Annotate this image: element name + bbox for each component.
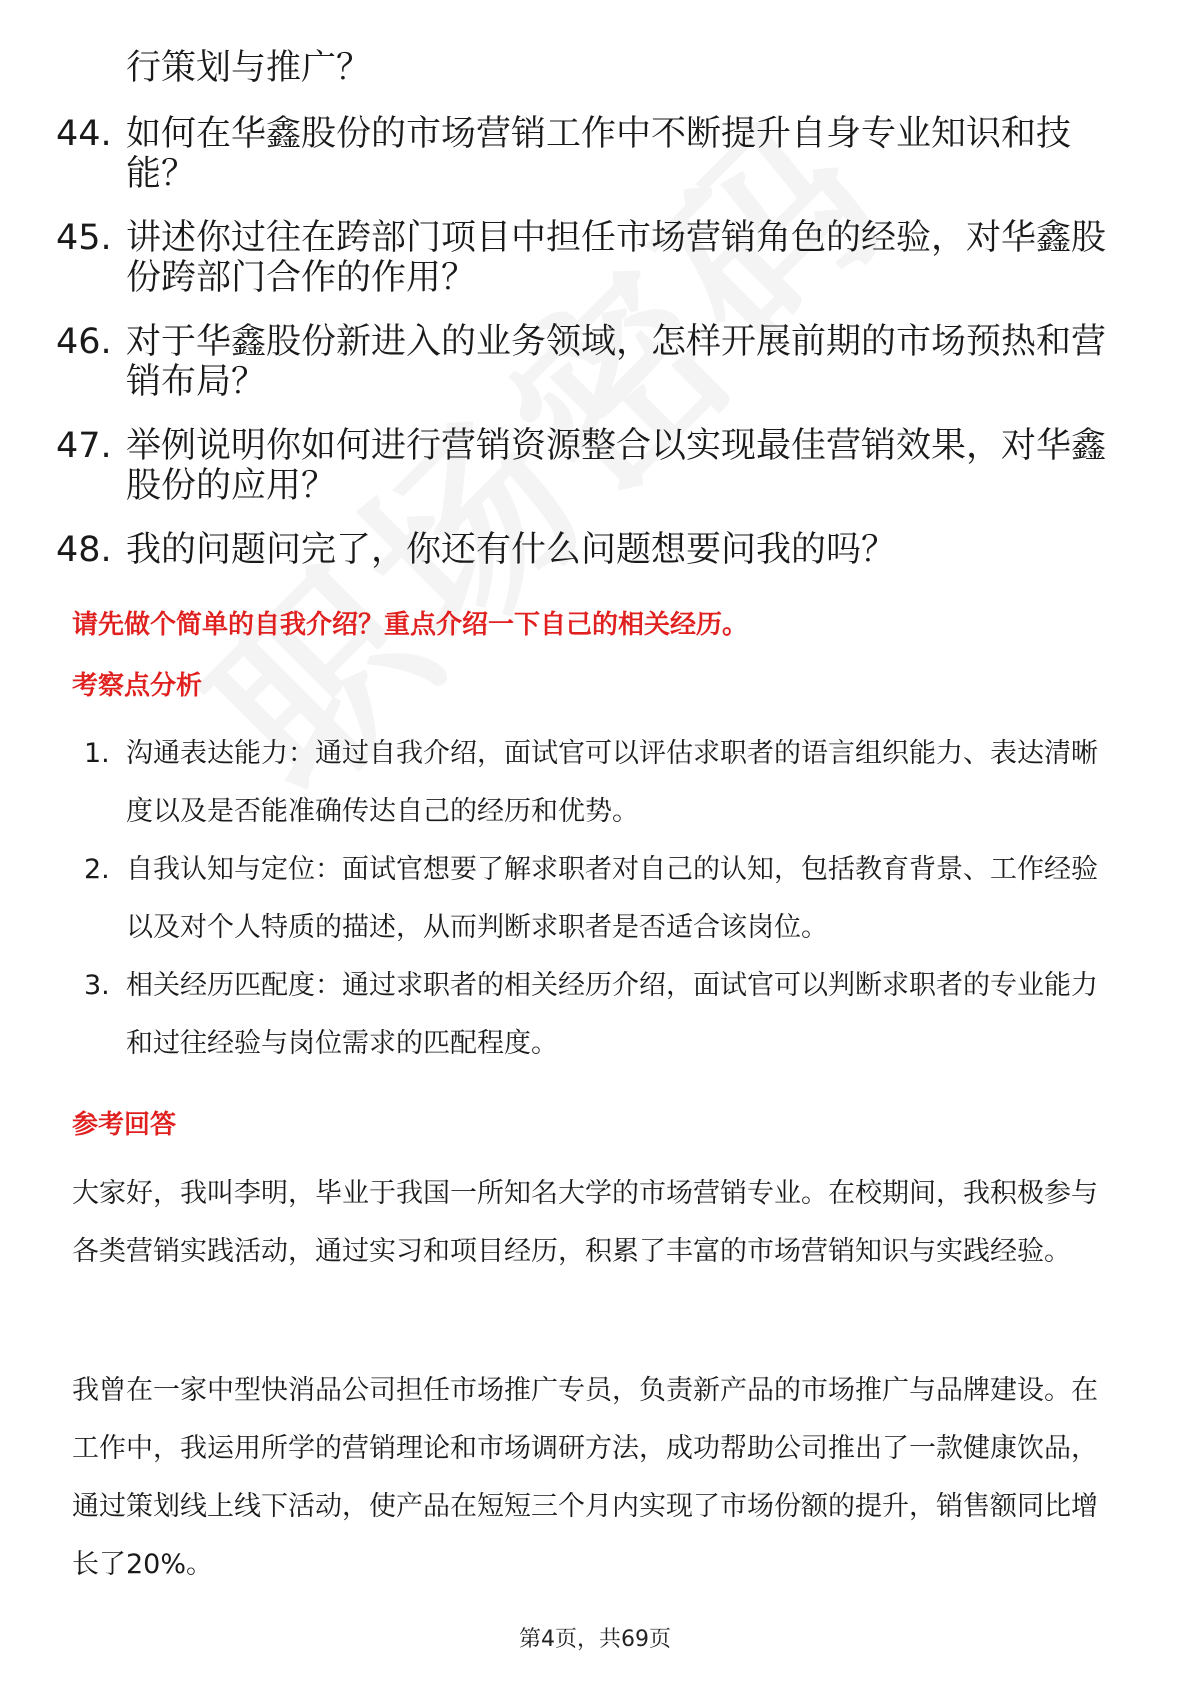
question-text: 举例说明你如何进行营销资源整合以实现最佳营销效果，对华鑫股份的应用？: [126, 426, 1107, 506]
analysis-list: [84, 725, 1124, 1073]
analysis-item: [84, 957, 1124, 1073]
question-item: [56, 530, 1126, 570]
analysis-number: 1.: [84, 738, 110, 769]
page-footer: 第4页，共69页: [519, 1627, 671, 1652]
question-item: [56, 48, 1126, 88]
section-title: 请先做个简单的自我介绍？重点介绍一下自己的相关经历。: [72, 610, 749, 640]
question-text: 行策划与推广？: [126, 48, 372, 88]
analysis-text: 自我认知与定位：面试官想要了解求职者对自己的认知，包括教育背景、工作经验以及对个人特质的描述，从而判断求职者是否适合该岗位。: [126, 854, 1098, 943]
question-text: 讲述你过往在跨部门项目中担任市场营销角色的经验，对华鑫股份跨部门合作的作用？: [126, 218, 1107, 298]
question-text: 我的问题问完了，你还有什么问题想要问我的吗？: [126, 530, 897, 570]
question-number: 45.: [56, 218, 112, 258]
question-list: [56, 48, 1126, 594]
question-item: [56, 114, 1126, 194]
question-number: 47.: [56, 426, 112, 466]
analysis-number: 3.: [84, 970, 110, 1001]
question-item: [56, 322, 1126, 402]
answer-paragraph: 我曾在一家中型快消品公司担任市场推广专员，负责新产品的市场推广与品牌建设。在工作中，我运用所学的营销理论和市场调研方法，成功帮助公司推出了一款健康饮品，通过策划线上线下活动，使产品在短短三个月内实现了市场份额的提升，销售额同比增长了20%。: [72, 1375, 1098, 1580]
analysis-title: 考察点分析: [72, 671, 203, 701]
analysis-item: [84, 725, 1124, 841]
analysis-text: 相关经历匹配度：通过求职者的相关经历介绍，面试官可以判断求职者的专业能力和过往经验与岗位需求的匹配程度。: [126, 970, 1098, 1059]
answer-paragraph: 大家好，我叫李明，毕业于我国一所知名大学的市场营销专业。在校期间，我积极参与各类营销实践活动，通过实习和项目经历，积累了丰富的市场营销知识与实践经验。: [72, 1178, 1098, 1267]
question-number: 46.: [56, 322, 112, 362]
question-text: 对于华鑫股份新进入的业务领域，怎样开展前期的市场预热和营销布局？: [126, 322, 1107, 402]
analysis-item: [84, 841, 1124, 957]
question-item: [56, 426, 1126, 506]
question-number: 48.: [56, 530, 112, 570]
question-item: [56, 218, 1126, 298]
analysis-number: 2.: [84, 854, 110, 885]
question-number: 44.: [56, 114, 112, 154]
answer-title: 参考回答: [72, 1110, 177, 1140]
analysis-text: 沟通表达能力：通过自我介绍，面试官可以评估求职者的语言组织能力、表达清晰度以及是否能准确传达自己的经历和优势。: [126, 738, 1098, 827]
question-text: 如何在华鑫股份的市场营销工作中不断提升自身专业知识和技能？: [126, 114, 1072, 194]
